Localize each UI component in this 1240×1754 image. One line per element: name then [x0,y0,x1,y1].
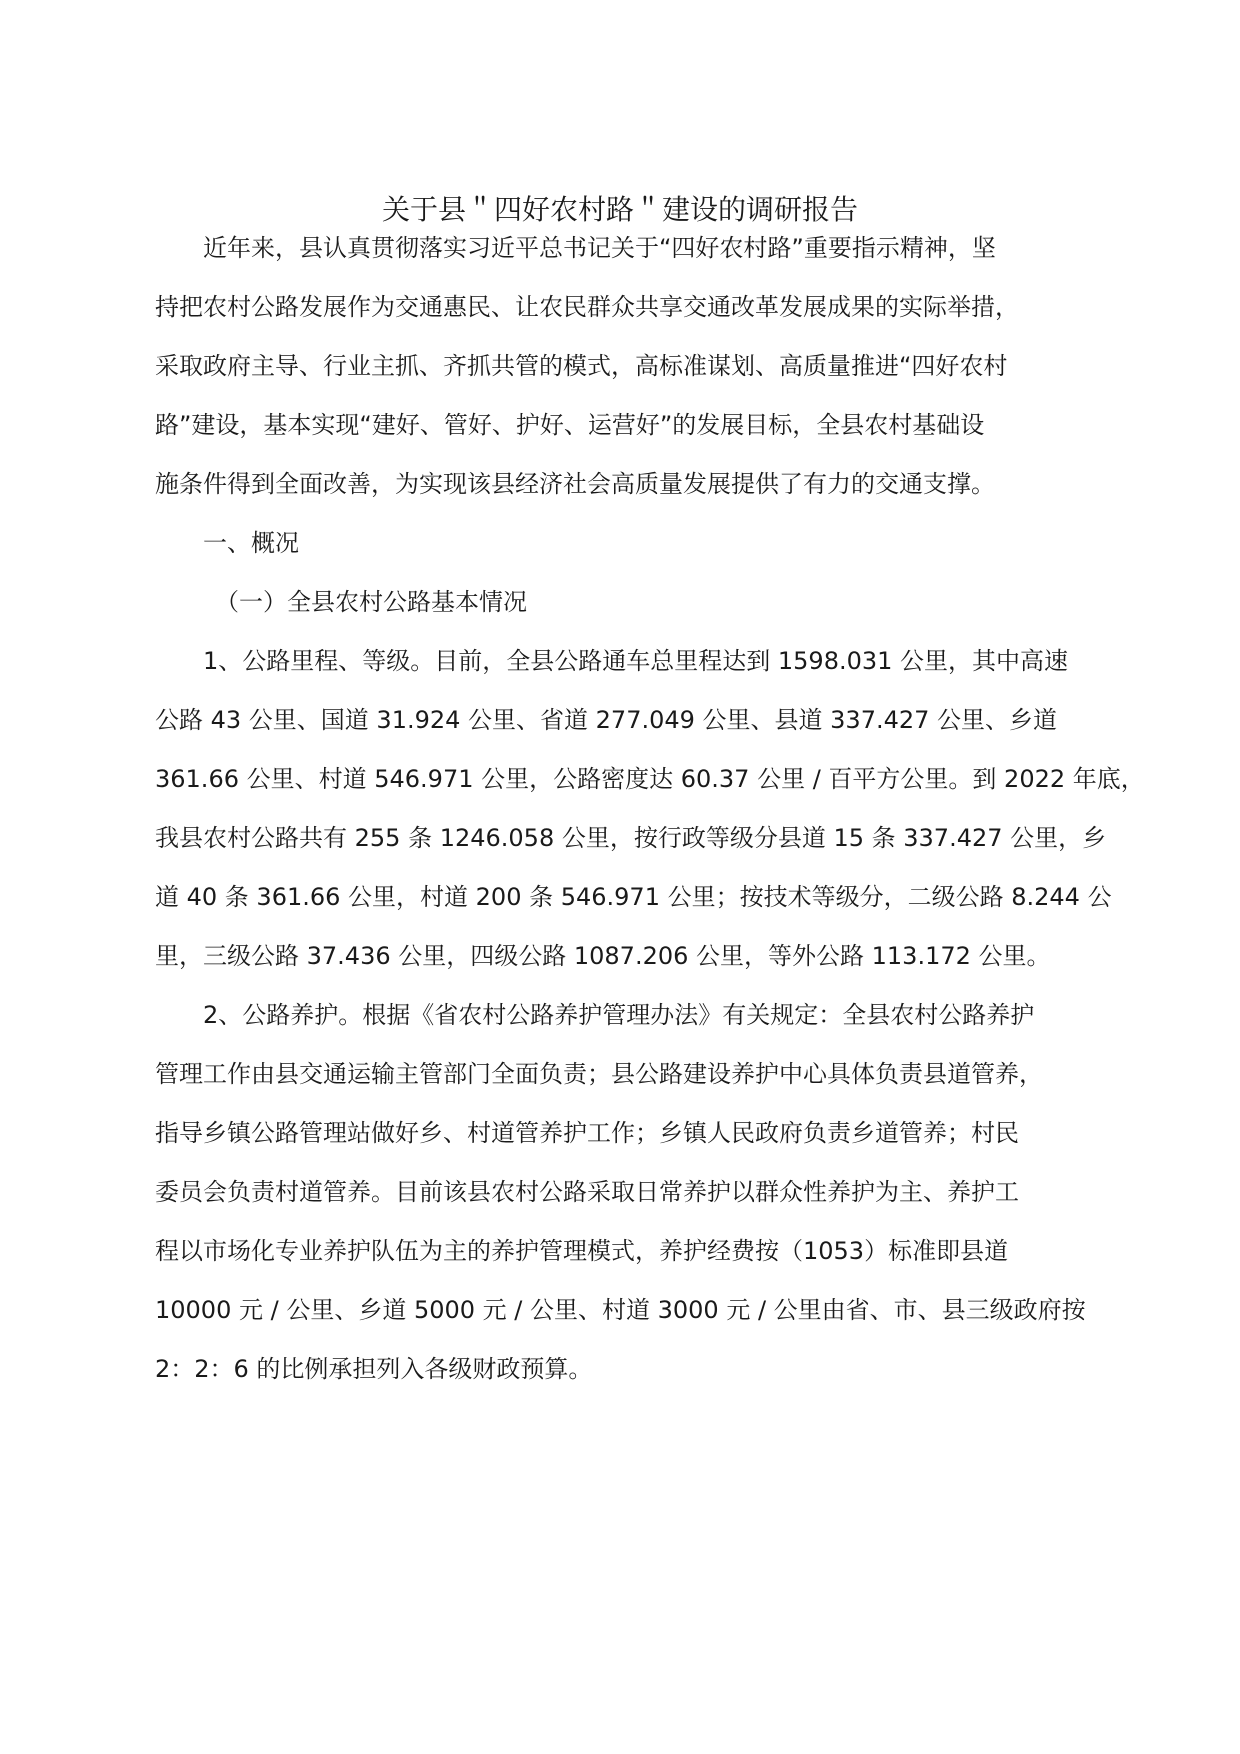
para1-line-4: 我县农村公路共有 255 条 1246.058 公里，按行政等级分县道 15 条 337.427 公里，乡 [155,824,1107,852]
intro-line-4: 路”建设，基本实现“建好、管好、护好、运营好”的发展目标，全县农村基础设 [155,411,985,439]
para2-line-1: 2、公路养护。根据《省农村公路养护管理办法》有关规定：全县农村公路养护 [203,1001,1035,1029]
para2-line-7: 2：2：6 的比例承担列入各级财政预算。 [155,1355,593,1383]
section-heading: 一、概况 [203,529,299,557]
para1-line-1: 1、公路里程、等级。目前，全县公路通车总里程达到 1598.031 公里，其中高速 [203,647,1069,675]
para2-line-6: 10000 元 / 公里、乡道 5000 元 / 公里、村道 3000 元 / 公里由省、市、县三级政府按 [155,1296,1086,1324]
subsection-heading: （一）全县农村公路基本情况 [215,588,527,616]
para1-line-5: 道 40 条 361.66 公里，村道 200 条 546.971 公里；按技术等级分，二级公路 8.244 公 [155,883,1112,911]
para2-line-4: 委员会负责村道管养。目前该县农村公路采取日常养护以群众性养护为主、养护工 [155,1178,1019,1206]
intro-line-1: 近年来，县认真贯彻落实习近平总书记关于“四好农村路”重要指示精神，坚 [203,234,996,262]
intro-line-5: 施条件得到全面改善，为实现该县经济社会高质量发展提供了有力的交通支撑。 [155,470,995,498]
para1-line-3: 361.66 公里、村道 546.971 公里，公路密度达 60.37 公里 / 百平方公里。到 2022 年底， [155,765,1145,793]
intro-line-2: 持把农村公路发展作为交通惠民、让农民群众共享交通改革发展成果的实际举措， [155,293,1019,321]
para1-line-2: 公路 43 公里、国道 31.924 公里、省道 277.049 公里、县道 337.427 公里、乡道 [155,706,1058,734]
para2-line-3: 指导乡镇公路管理站做好乡、村道管养护工作；乡镇人民政府负责乡道管养；村民 [155,1119,1019,1147]
document-title: 关于县＂四好农村路＂建设的调研报告 [381,193,858,226]
para2-line-2: 管理工作由县交通运输主管部门全面负责；县公路建设养护中心具体负责县道管养， [155,1060,1043,1088]
para2-line-5: 程以市场化专业养护队伍为主的养护管理模式，养护经费按（1053）标准即县道 [155,1237,1009,1265]
para1-line-6: 里，三级公路 37.436 公里，四级公路 1087.206 公里，等外公路 113.172 公里。 [155,942,1051,970]
intro-line-3: 采取政府主导、行业主抓、齐抓共管的模式，高标准谋划、高质量推进“四好农村 [155,352,1008,380]
